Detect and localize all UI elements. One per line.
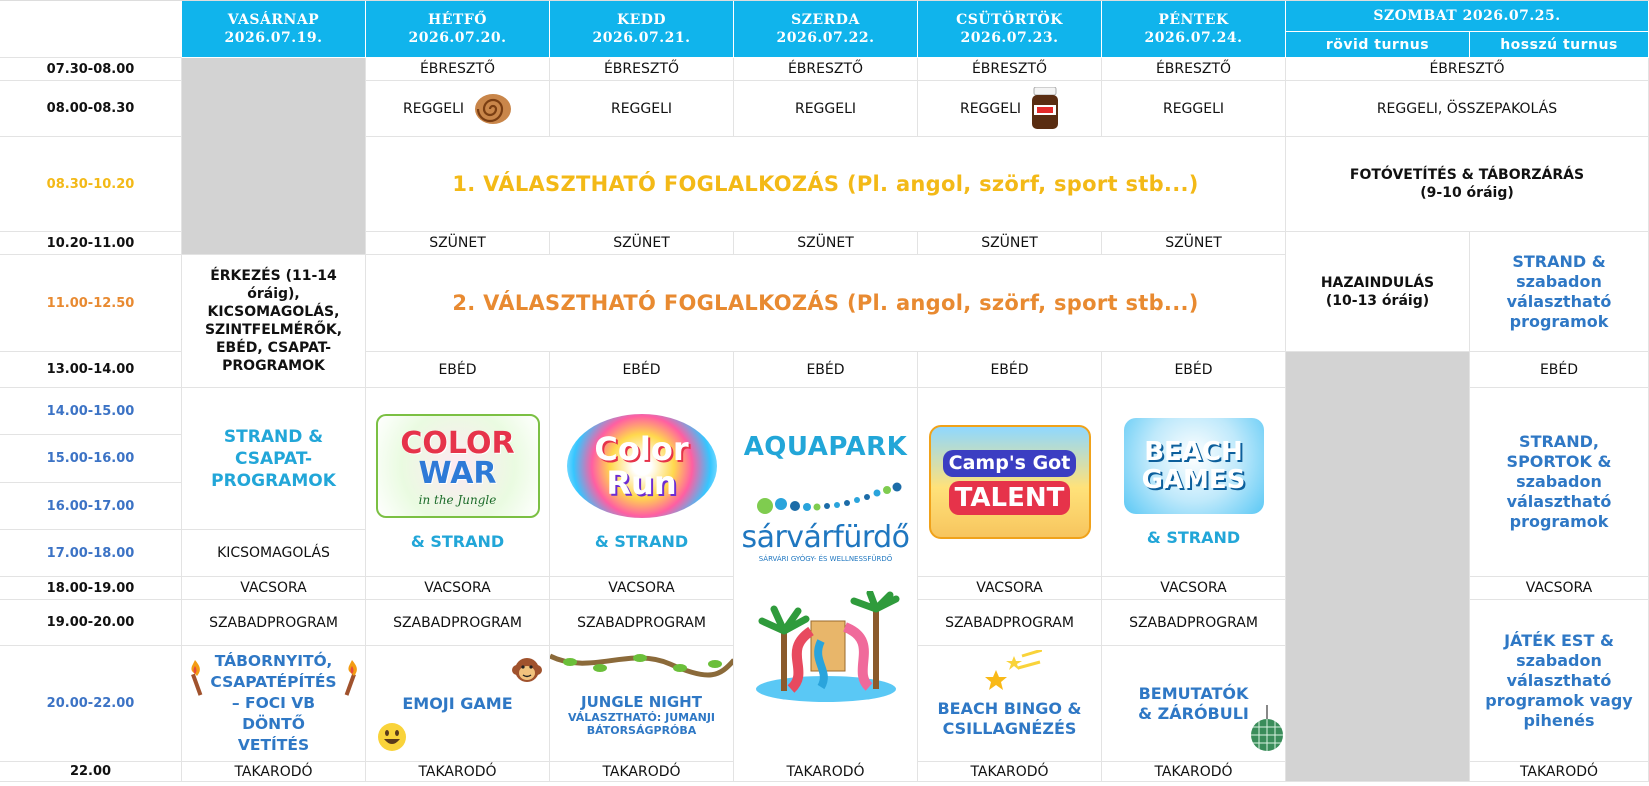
- water-slide-illustration: [751, 591, 901, 708]
- monday-dinner: VACSORA: [366, 577, 550, 600]
- tuesday-evening: JUNGLE NIGHT VÁLASZTHATÓ: JUMANJI BÁTORSÁGPRÓBA: [550, 646, 734, 762]
- header-tuesday: [550, 1, 734, 58]
- day-date: 2026.07.21.: [592, 30, 691, 46]
- time-slot: 18.00-19.00: [0, 577, 182, 600]
- saturday-breakfast: REGGELI, ÖSSZEPAKOLÁS: [1286, 81, 1649, 137]
- monday-lights-out: TAKARODÓ: [366, 762, 550, 782]
- wednesday-aquapark: AQUAPARK sárvárfürdő SÁRVÁRI GYÓGY- ÉS WELLNESSFÜRDŐ: [734, 388, 918, 782]
- monday-afternoon: COLOR WAR in the Jungle & STRAND: [366, 388, 550, 577]
- day-name: PÉNTEK: [1158, 12, 1229, 28]
- header-wednesday: [734, 1, 918, 58]
- saturday-wake: ÉBRESZTŐ: [1286, 58, 1649, 81]
- header-sunday: [182, 1, 366, 58]
- camps-got-talent-logo: Camp's Got TALENT: [929, 425, 1091, 539]
- thursday-lights-out: TAKARODÓ: [918, 762, 1102, 782]
- monday-evening: EMOJI GAME: [366, 646, 550, 762]
- day-name: KEDD: [616, 12, 667, 28]
- header-saturday: [1286, 1, 1649, 32]
- sarvar-logo: sárvárfürdő SÁRVÁRI GYÓGY- ÉS WELLNESSFÜRDŐ: [741, 480, 909, 563]
- tuesday-afternoon: Color Run & STRAND: [550, 388, 734, 577]
- corner-cell: [0, 1, 182, 58]
- tuesday-breakfast: REGGELI: [550, 81, 734, 137]
- header-monday: [366, 1, 550, 58]
- time-slot: 22.00: [0, 762, 182, 782]
- saturday-long-afternoon: STRAND, SPORTOK & szabadon választható programok: [1470, 388, 1649, 577]
- sunday-lights-out: TAKARODÓ: [182, 762, 366, 782]
- friday-lights-out: TAKARODÓ: [1102, 762, 1286, 782]
- day-date: 2026.07.22.: [776, 30, 875, 46]
- sunday-empty: [182, 58, 366, 255]
- wednesday-lunch: EBÉD: [734, 352, 918, 388]
- smiley-emoji-icon: [376, 721, 408, 753]
- sunday-afternoon: STRAND & CSAPAT-PROGRAMOK: [182, 388, 366, 530]
- beach-games-logo: BEACH GAMES: [1124, 418, 1264, 514]
- header-saturday-short: rövid turnus: [1286, 32, 1470, 58]
- disco-ball-icon: [1249, 705, 1285, 753]
- time-slot: 13.00-14.00: [0, 352, 182, 388]
- time-slot: 11.00-12.50: [0, 255, 182, 352]
- day-name: SZERDA: [791, 12, 860, 28]
- friday-wake: ÉBRESZTŐ: [1102, 58, 1286, 81]
- tuesday-break: SZÜNET: [550, 232, 734, 255]
- day-name: VASÁRNAP: [227, 12, 320, 28]
- wednesday-break: SZÜNET: [734, 232, 918, 255]
- tuesday-dinner: VACSORA: [550, 577, 734, 600]
- shooting-stars-icon: [982, 650, 1042, 690]
- day-name: HÉTFŐ: [428, 12, 487, 28]
- time-slot: 16.00-17.00: [0, 483, 182, 530]
- saturday-short-empty: [1286, 352, 1470, 782]
- friday-lunch: EBÉD: [1102, 352, 1286, 388]
- friday-evening: BEMUTATÓK & ZÁRÓBULI: [1102, 646, 1286, 762]
- saturday-lights-out: TAKARODÓ: [1470, 762, 1649, 782]
- time-slot: 19.00-20.00: [0, 600, 182, 646]
- monday-break: SZÜNET: [366, 232, 550, 255]
- sunday-evening: TÁBORNYITÓ, CSAPATÉPÍTÉS – FOCI VB DÖNTŐ VETÍTÉS: [182, 646, 366, 762]
- time-slot: 08.30-10.20: [0, 137, 182, 232]
- saturday-departure: HAZAINDULÁS (10-13 óráig): [1286, 232, 1470, 352]
- friday-breakfast: REGGELI: [1102, 81, 1286, 137]
- time-slot: 10.20-11.00: [0, 232, 182, 255]
- wednesday-lights-out: TAKARODÓ: [734, 762, 918, 782]
- thursday-free: SZABADPROGRAM: [918, 600, 1102, 646]
- sunday-dinner: VACSORA: [182, 577, 366, 600]
- time-slot: 14.00-15.00: [0, 388, 182, 435]
- thursday-break: SZÜNET: [918, 232, 1102, 255]
- saturday-long-morning: STRAND & szabadon választható programok: [1470, 232, 1649, 352]
- header-friday: [1102, 1, 1286, 58]
- monday-wake: ÉBRESZTŐ: [366, 58, 550, 81]
- saturday-lunch: EBÉD: [1470, 352, 1649, 388]
- saturday-long-evening: JÁTÉK EST & szabadon választható programok vagy pihenés: [1470, 600, 1649, 762]
- time-slot: 15.00-16.00: [0, 435, 182, 483]
- friday-free: SZABADPROGRAM: [1102, 600, 1286, 646]
- wednesday-breakfast: REGGELI: [734, 81, 918, 137]
- friday-afternoon: BEACH GAMES & STRAND: [1102, 388, 1286, 577]
- spread-jar-icon: [1031, 87, 1059, 131]
- day-date: 2026.07.20.: [408, 30, 507, 46]
- tuesday-wake: ÉBRESZTŐ: [550, 58, 734, 81]
- thursday-lunch: EBÉD: [918, 352, 1102, 388]
- tuesday-lunch: EBÉD: [550, 352, 734, 388]
- time-slot: 07.30-08.00: [0, 58, 182, 81]
- thursday-afternoon: [918, 388, 1102, 577]
- saturday-dinner: VACSORA: [1470, 577, 1649, 600]
- tuesday-lights-out: TAKARODÓ: [550, 762, 734, 782]
- time-slot: 20.00-22.00: [0, 646, 182, 762]
- monkey-emoji-icon: [511, 654, 543, 686]
- activity-2-banner: 2. VÁLASZTHATÓ FOGLALKOZÁS (Pl. angol, szörf, sport stb...): [366, 255, 1286, 352]
- tuesday-free: SZABADPROGRAM: [550, 600, 734, 646]
- header-thursday: [918, 1, 1102, 58]
- friday-break: SZÜNET: [1102, 232, 1286, 255]
- day-date: 2026.07.19.: [224, 30, 323, 46]
- friday-dinner: VACSORA: [1102, 577, 1286, 600]
- bubbles-icon: [745, 480, 905, 520]
- thursday-wake: ÉBRESZTŐ: [918, 58, 1102, 81]
- color-run-logo: Color Run: [567, 414, 717, 518]
- activity-1-banner: 1. VÁLASZTHATÓ FOGLALKOZÁS (Pl. angol, szörf, sport stb...): [366, 137, 1286, 232]
- time-slot: 17.00-18.00: [0, 530, 182, 577]
- day-date: 2026.07.24.: [1144, 30, 1243, 46]
- color-war-logo: COLOR WAR in the Jungle: [376, 414, 540, 518]
- header-saturday-long: hosszú turnus: [1470, 32, 1649, 58]
- jungle-vine-icon: [550, 646, 734, 686]
- day-name: CSÜTÖRTÖK: [956, 12, 1063, 28]
- day-title: SZOMBAT 2026.07.25.: [1373, 8, 1561, 24]
- sunday-arrival: ÉRKEZÉS (11-14 óráig), KICSOMAGOLÁS, SZINTFELMÉRŐK, EBÉD, CSAPAT-PROGRAMOK: [182, 255, 366, 388]
- thursday-dinner: VACSORA: [918, 577, 1102, 600]
- saturday-photo-show: FOTÓVETÍTÉS & TÁBORZÁRÁS (9-10 óráig): [1286, 137, 1649, 232]
- monday-free: SZABADPROGRAM: [366, 600, 550, 646]
- sunday-unpacking: KICSOMAGOLÁS: [182, 530, 366, 577]
- day-date: 2026.07.23.: [960, 30, 1059, 46]
- thursday-evening: BEACH BINGO & CSILLAGNÉZÉS: [918, 646, 1102, 762]
- sunday-free: SZABADPROGRAM: [182, 600, 366, 646]
- time-slot: 08.00-08.30: [0, 81, 182, 137]
- wednesday-wake: ÉBRESZTŐ: [734, 58, 918, 81]
- thursday-breakfast: REGGELI: [918, 81, 1102, 137]
- monday-breakfast: REGGELI: [366, 81, 550, 137]
- torch-right-icon: [341, 660, 363, 696]
- monday-lunch: EBÉD: [366, 352, 550, 388]
- cinnamon-roll-icon: [474, 92, 512, 126]
- torch-left-icon: [184, 660, 206, 696]
